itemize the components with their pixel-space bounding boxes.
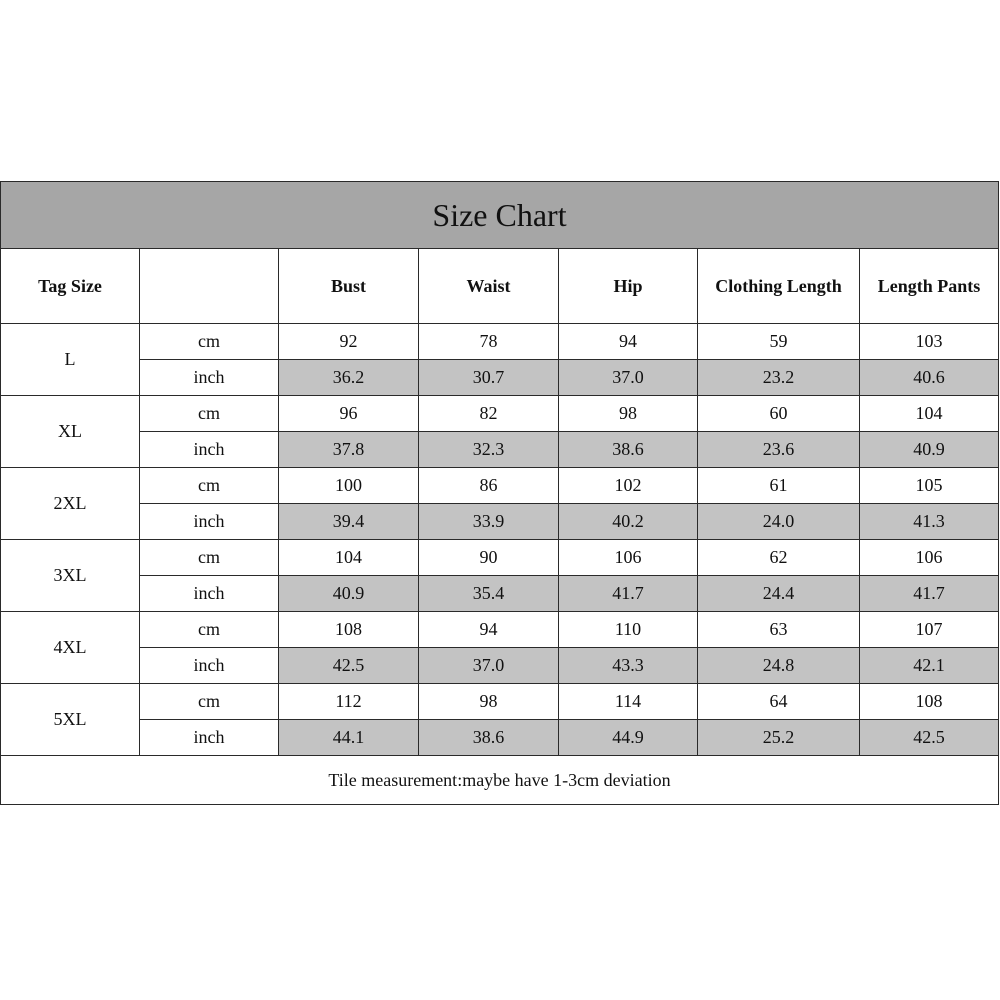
waist-cm-value: 82 bbox=[419, 396, 559, 432]
header-bust: Bust bbox=[279, 249, 419, 324]
table-row bbox=[1, 324, 999, 360]
length-pants-inch-value: 41.7 bbox=[860, 576, 999, 612]
hip-inch-value: 38.6 bbox=[559, 432, 698, 468]
unit-cm-label: cm bbox=[140, 468, 279, 504]
clothing-length-inch-value: 24.4 bbox=[698, 576, 860, 612]
clothing-length-cm-value: 64 bbox=[698, 684, 860, 720]
waist-cm-value: 78 bbox=[419, 324, 559, 360]
hip-cm-value: 102 bbox=[559, 468, 698, 504]
waist-cm-value: 86 bbox=[419, 468, 559, 504]
table-row bbox=[1, 612, 999, 648]
table-row bbox=[1, 540, 999, 576]
hip-cm-value: 106 bbox=[559, 540, 698, 576]
bust-cm-value: 104 bbox=[279, 540, 419, 576]
waist-cm-value: 98 bbox=[419, 684, 559, 720]
hip-inch-value: 40.2 bbox=[559, 504, 698, 540]
unit-inch-label: inch bbox=[140, 720, 279, 756]
tag-size-cell: L bbox=[1, 324, 140, 396]
hip-cm-value: 114 bbox=[559, 684, 698, 720]
unit-inch-label: inch bbox=[140, 576, 279, 612]
unit-cm-label: cm bbox=[140, 540, 279, 576]
tag-size-cell: 5XL bbox=[1, 684, 140, 756]
title-row bbox=[1, 182, 999, 249]
table-row bbox=[1, 684, 999, 720]
header-hip: Hip bbox=[559, 249, 698, 324]
table-row bbox=[1, 468, 999, 504]
length-pants-cm-value: 107 bbox=[860, 612, 999, 648]
unit-cm-label: cm bbox=[140, 324, 279, 360]
header-row bbox=[1, 249, 999, 324]
bust-inch-value: 40.9 bbox=[279, 576, 419, 612]
header-clothing-length: Clothing Length bbox=[698, 249, 860, 324]
table-row bbox=[1, 504, 999, 540]
clothing-length-inch-value: 24.0 bbox=[698, 504, 860, 540]
note-row bbox=[1, 756, 999, 805]
header-length-pants: Length Pants bbox=[860, 249, 999, 324]
unit-cm-label: cm bbox=[140, 612, 279, 648]
length-pants-cm-value: 105 bbox=[860, 468, 999, 504]
header-unit bbox=[140, 249, 279, 324]
clothing-length-inch-value: 23.6 bbox=[698, 432, 860, 468]
table-row bbox=[1, 432, 999, 468]
length-pants-inch-value: 42.1 bbox=[860, 648, 999, 684]
measurement-note: Tile measurement:maybe have 1-3cm deviation bbox=[1, 756, 999, 805]
length-pants-cm-value: 108 bbox=[860, 684, 999, 720]
waist-inch-value: 35.4 bbox=[419, 576, 559, 612]
unit-inch-label: inch bbox=[140, 432, 279, 468]
table-row bbox=[1, 648, 999, 684]
hip-inch-value: 44.9 bbox=[559, 720, 698, 756]
hip-cm-value: 98 bbox=[559, 396, 698, 432]
header-waist: Waist bbox=[419, 249, 559, 324]
length-pants-cm-value: 104 bbox=[860, 396, 999, 432]
clothing-length-cm-value: 63 bbox=[698, 612, 860, 648]
clothing-length-cm-value: 60 bbox=[698, 396, 860, 432]
waist-cm-value: 94 bbox=[419, 612, 559, 648]
length-pants-inch-value: 40.9 bbox=[860, 432, 999, 468]
tag-size-cell: 4XL bbox=[1, 612, 140, 684]
tag-size-cell: XL bbox=[1, 396, 140, 468]
clothing-length-inch-value: 23.2 bbox=[698, 360, 860, 396]
hip-inch-value: 37.0 bbox=[559, 360, 698, 396]
bust-cm-value: 112 bbox=[279, 684, 419, 720]
hip-cm-value: 110 bbox=[559, 612, 698, 648]
length-pants-inch-value: 40.6 bbox=[860, 360, 999, 396]
tag-size-cell: 2XL bbox=[1, 468, 140, 540]
bust-cm-value: 96 bbox=[279, 396, 419, 432]
table-row bbox=[1, 360, 999, 396]
waist-inch-value: 32.3 bbox=[419, 432, 559, 468]
bust-cm-value: 108 bbox=[279, 612, 419, 648]
waist-inch-value: 37.0 bbox=[419, 648, 559, 684]
clothing-length-cm-value: 61 bbox=[698, 468, 860, 504]
waist-inch-value: 38.6 bbox=[419, 720, 559, 756]
size-chart-table bbox=[0, 181, 999, 805]
clothing-length-inch-value: 25.2 bbox=[698, 720, 860, 756]
length-pants-inch-value: 41.3 bbox=[860, 504, 999, 540]
length-pants-cm-value: 103 bbox=[860, 324, 999, 360]
bust-inch-value: 39.4 bbox=[279, 504, 419, 540]
length-pants-inch-value: 42.5 bbox=[860, 720, 999, 756]
waist-inch-value: 30.7 bbox=[419, 360, 559, 396]
waist-cm-value: 90 bbox=[419, 540, 559, 576]
bust-inch-value: 36.2 bbox=[279, 360, 419, 396]
waist-inch-value: 33.9 bbox=[419, 504, 559, 540]
chart-title: Size Chart bbox=[1, 182, 999, 249]
unit-inch-label: inch bbox=[140, 504, 279, 540]
header-tag-size: Tag Size bbox=[1, 249, 140, 324]
unit-cm-label: cm bbox=[140, 396, 279, 432]
clothing-length-inch-value: 24.8 bbox=[698, 648, 860, 684]
unit-cm-label: cm bbox=[140, 684, 279, 720]
table-row bbox=[1, 576, 999, 612]
bust-cm-value: 92 bbox=[279, 324, 419, 360]
hip-inch-value: 43.3 bbox=[559, 648, 698, 684]
unit-inch-label: inch bbox=[140, 648, 279, 684]
tag-size-cell: 3XL bbox=[1, 540, 140, 612]
table-row bbox=[1, 396, 999, 432]
hip-cm-value: 94 bbox=[559, 324, 698, 360]
bust-cm-value: 100 bbox=[279, 468, 419, 504]
hip-inch-value: 41.7 bbox=[559, 576, 698, 612]
bust-inch-value: 42.5 bbox=[279, 648, 419, 684]
clothing-length-cm-value: 62 bbox=[698, 540, 860, 576]
unit-inch-label: inch bbox=[140, 360, 279, 396]
bust-inch-value: 37.8 bbox=[279, 432, 419, 468]
table-row bbox=[1, 720, 999, 756]
length-pants-cm-value: 106 bbox=[860, 540, 999, 576]
clothing-length-cm-value: 59 bbox=[698, 324, 860, 360]
bust-inch-value: 44.1 bbox=[279, 720, 419, 756]
